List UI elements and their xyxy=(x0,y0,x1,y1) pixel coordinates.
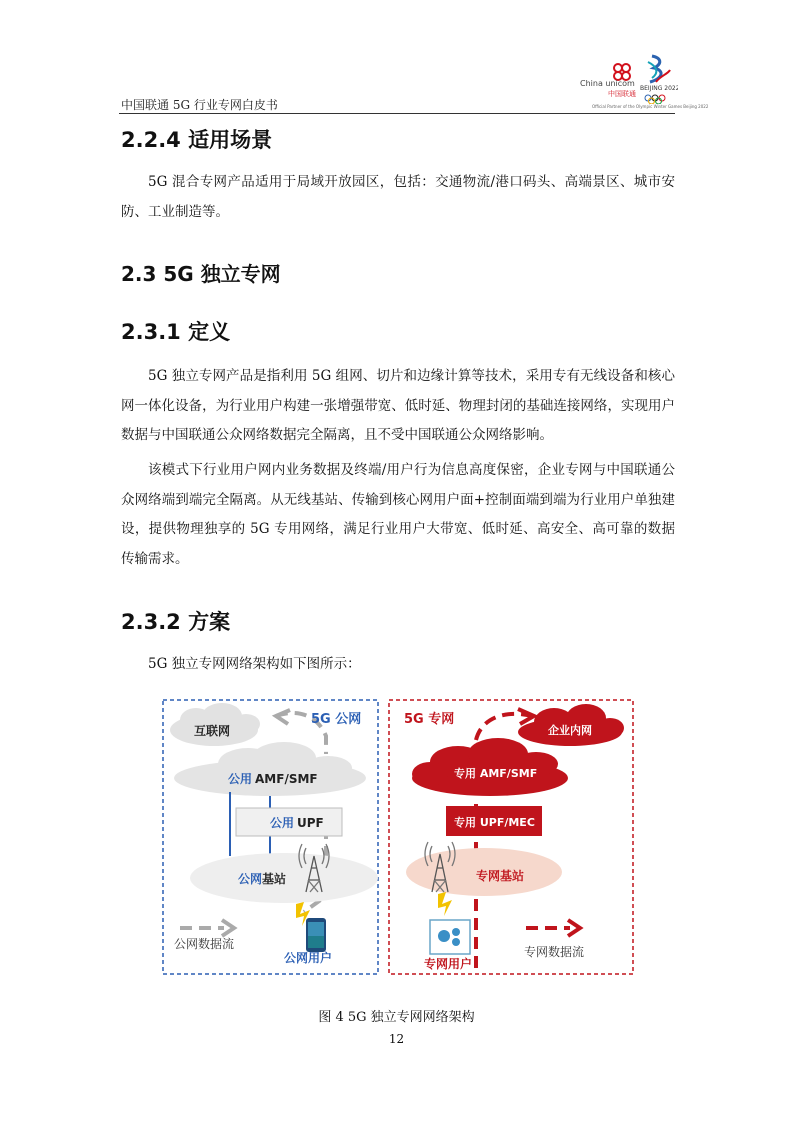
private-upf-label: 专用 UPF/MEC xyxy=(454,816,535,829)
heading-2-3: 2.3 5G 独立专网 xyxy=(121,262,281,286)
public-upf-label: 公用 UPF xyxy=(270,816,324,830)
enterprise-label: 企业内网 xyxy=(548,724,592,737)
svg-text:BEIJING 2022: BEIJING 2022 xyxy=(640,85,678,92)
public-station-label: 公网基站 xyxy=(238,872,287,886)
china-unicom-logo xyxy=(578,58,638,102)
page-number: 12 xyxy=(388,1032,405,1046)
paragraph-2-2-4: 5G 混合专网产品适用于局域开放园区，包括：交通物流/港口码头、高端景区、城市安防、工业制造等。 xyxy=(121,174,675,220)
private-station-label: 专网基站 xyxy=(476,869,525,883)
public-user-label: 公网用户 xyxy=(284,951,333,965)
paragraph-2-3-1-b: 该模式下行业用户网内业务数据及终端/用户行为信息高度保密，企业专网与中国联通公众网络端到端完全隔离。从无线基站、传输到核心网用户面+控制面端到端为行业用户单独建设，提供物理独享的 5G 专用网络，满足行业用户大带宽、低时延、高安全、高可靠的数据传输需求。 xyxy=(121,462,675,567)
private-user-label: 专网用户 xyxy=(424,957,473,971)
private-lightning-icon xyxy=(438,892,452,916)
private-flow-label: 专网数据流 xyxy=(524,945,585,959)
paragraph-2-3-2-intro: 5G 独立专网网络架构如下图所示： xyxy=(148,656,361,672)
internet-label: 互联网 xyxy=(194,724,231,738)
public-zone-label: 5G 公网 xyxy=(311,712,362,727)
logo-brand-cn: 中国联通 xyxy=(608,90,636,98)
heading-2-2-4: 2.2.4 适用场景 xyxy=(121,128,273,152)
public-flow-arrowhead xyxy=(276,710,290,724)
public-core-cloud xyxy=(174,742,366,796)
header-title: 中国联通 5G 行业专网白皮书 xyxy=(121,98,278,112)
logo-brand-en: China unicom xyxy=(580,79,635,88)
public-flow-label: 公网数据流 xyxy=(174,937,235,951)
logo-caption: Official Partner of the Olympic Winter Games Beijing 2022 xyxy=(592,104,709,109)
header-rule xyxy=(119,113,675,114)
heading-2-3-2: 2.3.2 方案 xyxy=(121,610,231,634)
private-device-icon xyxy=(430,920,470,954)
beijing-2022-emblem xyxy=(638,52,678,104)
private-zone-label: 5G 专网 xyxy=(404,712,455,727)
private-core-label: 专用 AMF/SMF xyxy=(454,767,538,780)
paragraph-2-3-1-a: 5G 独立专网产品是指利用 5G 组网、切片和边缘计算等技术，采用专有无线设备和核心网一体化设备，为行业用户构建一张增强带宽、低时延、物理封闭的基础连接网络，实现用户数据与中国联通公众网络数据完全隔离，且不受中国联通公众网络影响。 xyxy=(121,368,675,443)
network-architecture-diagram xyxy=(158,696,638,982)
heading-2-3-1: 2.3.1 定义 xyxy=(121,320,231,344)
public-core-label: 公用 AMF/SMF xyxy=(228,772,318,786)
figure-caption: 图 4 5G 独立专网网络架构 xyxy=(318,1010,475,1025)
public-phone-icon xyxy=(306,918,326,952)
